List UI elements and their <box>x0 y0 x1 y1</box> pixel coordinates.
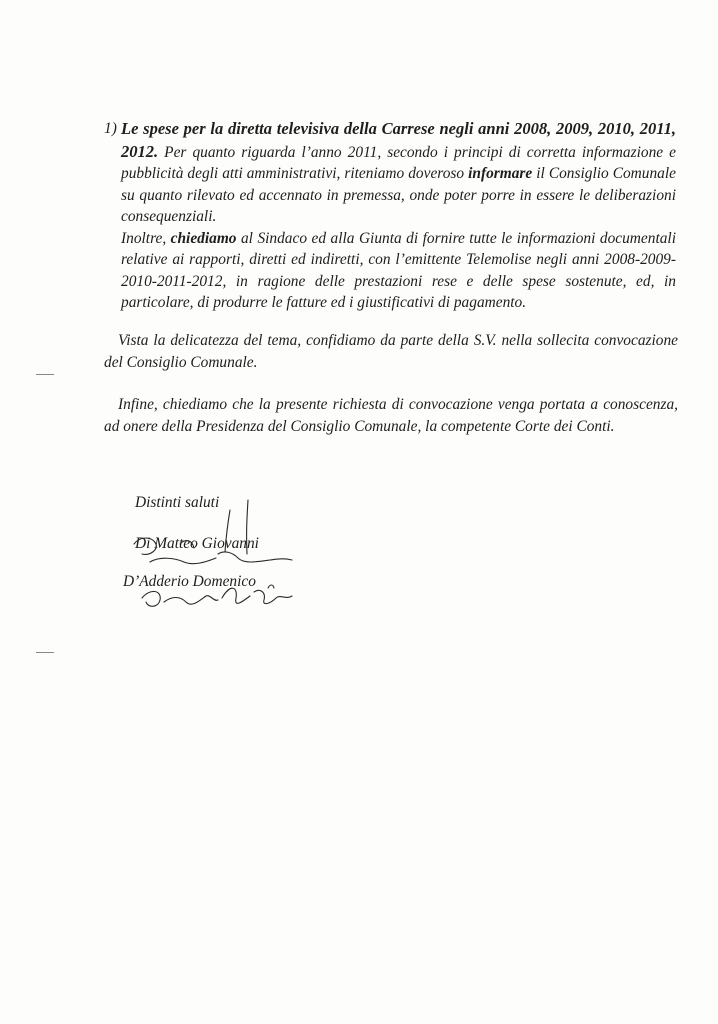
item-text-2a: Inoltre, <box>121 229 167 247</box>
item-text-1a: Per quanto riguarda l’anno 2011, secondo i principi di corretta informazione e pubblicità degli atti amministrativi, riteniamo doveroso <box>121 143 676 182</box>
item-number: 1) <box>104 120 117 137</box>
item-text-2b: al Sindaco ed alla Giunta di fornire tutte le informazioni documentali relative ai rapporti, diretti ed indiretti, con l’emittente Telemolise negli anni 2008-2009-2010-2011-2012, in ragione delle prestazioni rese e delle spese sostenute, ed, in particolare, di produrre le fatture ed i giustificativi di pagamento. <box>121 229 676 311</box>
item-paragraph-2 <box>121 228 676 314</box>
closing-greeting: Distinti saluti <box>135 494 220 511</box>
item-text-1-bold: informare <box>468 165 533 182</box>
paragraph-infine: Infine, chiediamo che la presente richiesta di convocazione venga portata a conoscenza, ad onere della Presidenza del Consiglio Comunale, la competente Corte dei Conti. <box>104 396 678 435</box>
handwritten-signatures-icon <box>120 492 320 632</box>
item-text-1b: il Consiglio Comunale su quanto rilevato ed accennato in premessa, onde poter porre in essere le deliberazioni consequenziali. <box>121 165 676 225</box>
item-text-2-bold: chiediamo <box>170 229 237 247</box>
margin-mark <box>36 652 54 653</box>
margin-mark <box>36 374 54 375</box>
item-body <box>121 118 676 314</box>
signatory-1: Di Matteo Giovanni <box>135 535 259 552</box>
item-paragraph-1 <box>121 118 676 228</box>
list-item-1 <box>104 118 676 314</box>
signatory-2: D’Adderio Domenico <box>123 573 256 590</box>
item-heading: Le spese per la diretta televisiva della Carrese negli anni 2008, 2009, 2010, 2011, 2012. <box>121 119 676 161</box>
paragraph-delicatezza: Vista la delicatezza del tema, confidiamo da parte della S.V. nella sollecita convocazione del Consiglio Comunale. <box>104 332 678 371</box>
